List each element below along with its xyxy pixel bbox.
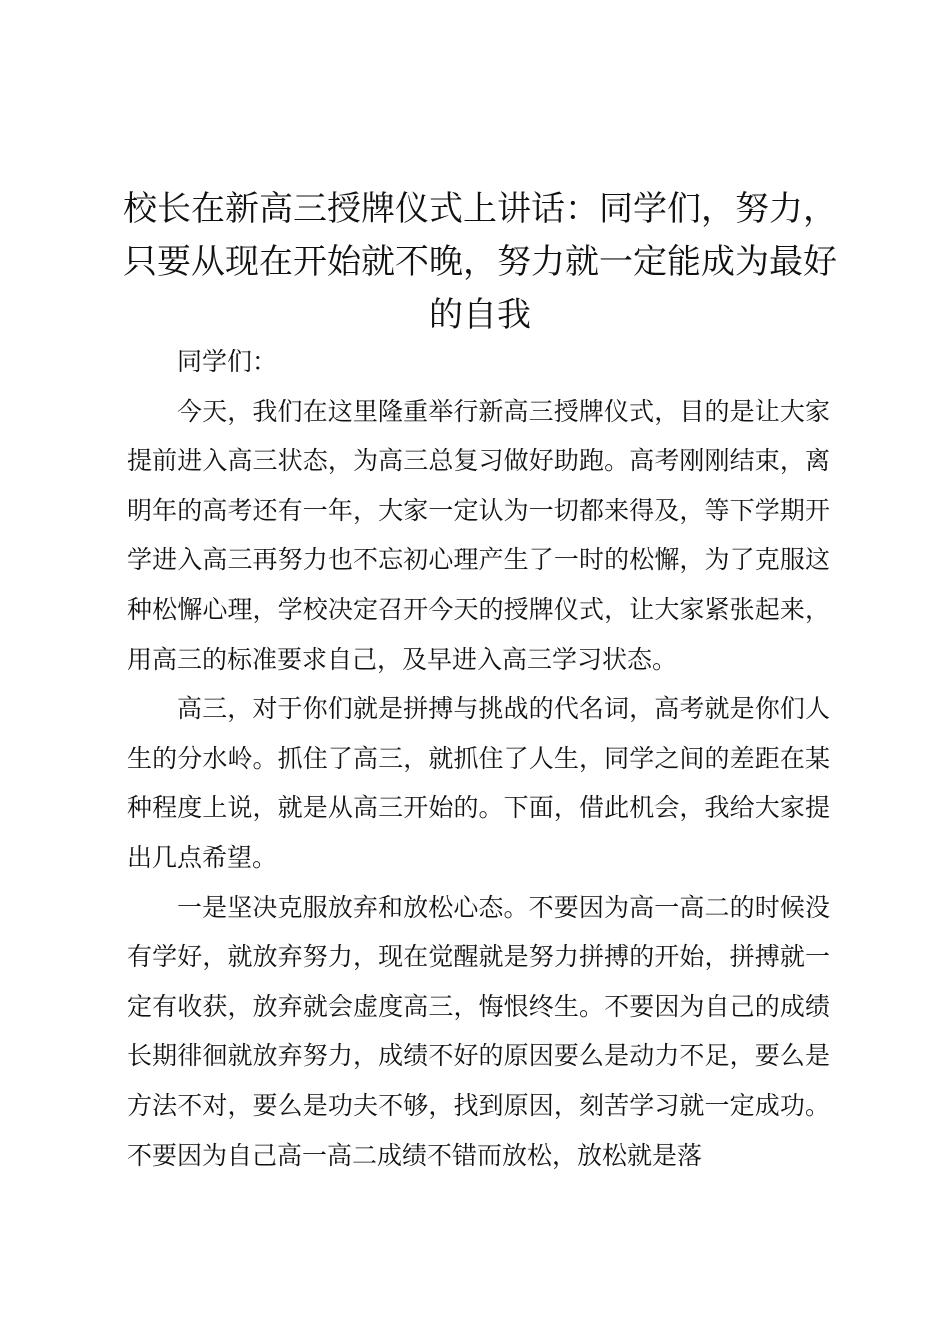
document-body <box>127 337 830 1180</box>
paragraph-1: 今天，我们在这里隆重举行新高三授牌仪式，目的是让大家提前进入高三状态，为高三总复习做好助跑。高考刚刚结束，离明年的高考还有一年，大家一定认为一切都来得及，等下学期开学进入高三再努力也不忘初心理产生了一时的松懈，为了克服这种松懈心理，学校决定召开今天的授牌仪式，让大家紧张起来，用高三的标准要求自己，及早进入高三学习状态。 <box>127 396 830 674</box>
salutation: 同学们： <box>177 347 278 376</box>
document-title: 校长在新高三授牌仪式上讲话：同学们，努力，只要从现在开始就不晚，努力就一定能成为最好的自我 <box>123 189 837 335</box>
paragraph-2: 高三，对于你们就是拼搏与挑战的代名词，高考就是你们人生的分水岭。抓住了高三，就抓住了人生，同学之间的差距在某种程度上说，就是从高三开始的。下面，借此机会，我给大家提出几点希望。 <box>127 694 830 872</box>
paragraph-3: 一是坚决克服放弃和放松心态。不要因为高一高二的时候没有学好，就放弃努力，现在觉醒就是努力拼搏的开始，拼搏就一定有收获，放弃就会虚度高三，悔恨终生。不要因为自己的成绩长期徘徊就放弃努力，成绩不好的原因要么是动力不足，要么是方法不对，要么是功夫不够，找到原因，刻苦学习就一定成功。不要因为自己高一高二成绩不错而放松，放松就是落 <box>127 892 830 1170</box>
